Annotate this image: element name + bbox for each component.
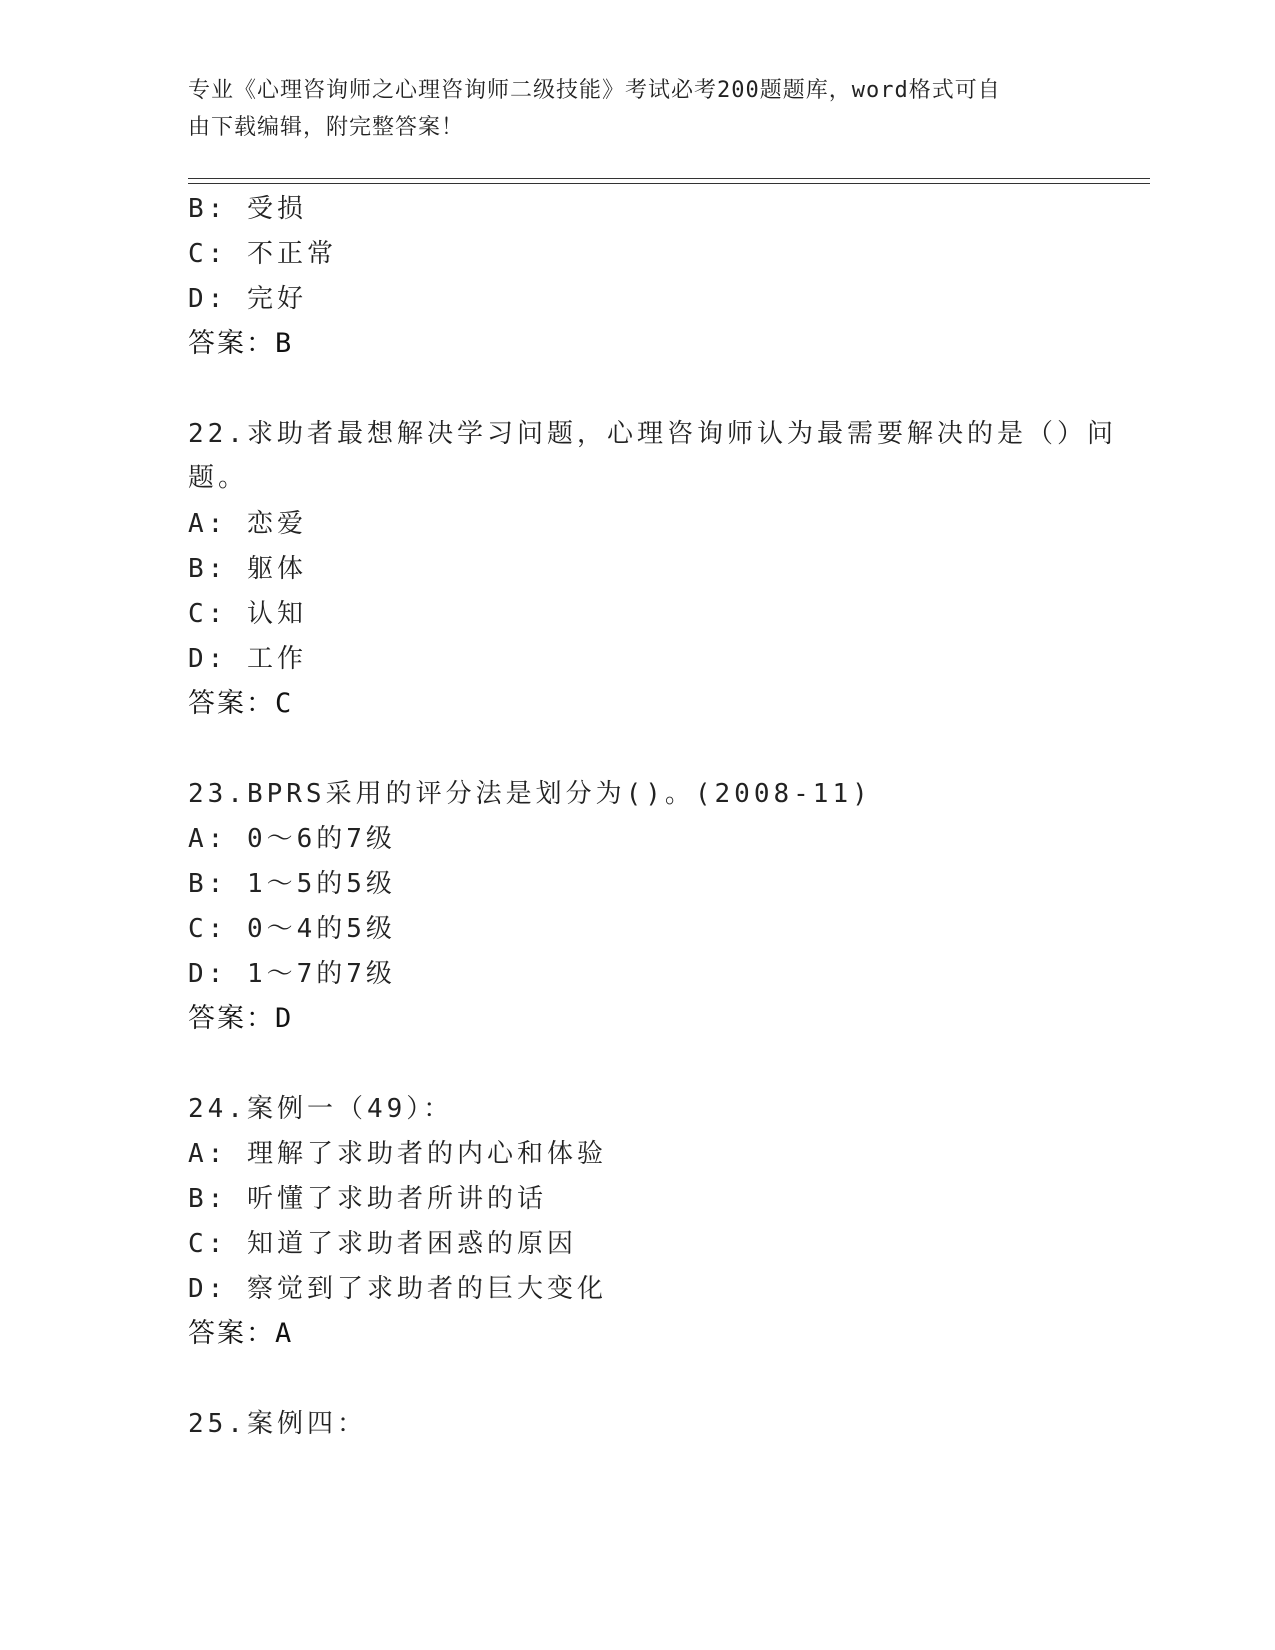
q22-option-b: B: 躯体: [188, 554, 307, 584]
answer-value: D: [275, 1003, 292, 1034]
q23-option-d: D: 1～7的7级: [188, 959, 396, 989]
q25-stem: 25.案例四：: [188, 1409, 367, 1439]
q21-option-c: C: 不正常: [188, 239, 337, 269]
header-divider-top: [188, 178, 1150, 179]
q22-stem-line-1: 22.求助者最想解决学习问题，心理咨询师认为最需要解决的是（）问: [188, 419, 1117, 449]
q24-stem: 24.案例一（49）：: [188, 1094, 454, 1124]
q22-stem-line-2: 题。: [188, 463, 249, 493]
q22-answer: [188, 688, 291, 720]
q23-option-a: A: 0～6的7级: [188, 824, 396, 854]
q23-option-c: C: 0～4的5级: [188, 914, 396, 944]
answer-value: A: [275, 1318, 292, 1349]
answer-label: 答案：: [188, 1003, 275, 1034]
answer-label: 答案：: [188, 328, 275, 359]
q24-option-b: B: 听懂了求助者所讲的话: [188, 1184, 547, 1214]
q23-option-b: B: 1～5的5级: [188, 869, 396, 899]
q21-option-d: D: 完好: [188, 284, 307, 314]
q22-option-c: C: 认知: [188, 599, 307, 629]
q22-option-d: D: 工作: [188, 644, 307, 674]
q21-answer: [188, 328, 291, 360]
answer-label: 答案：: [188, 1318, 275, 1349]
q21-option-b: B: 受损: [188, 194, 307, 224]
header-line-2: 由下载编辑，附完整答案！: [188, 115, 465, 140]
q24-answer: [188, 1318, 291, 1350]
q22-option-a: A: 恋爱: [188, 509, 307, 539]
document-header: [188, 72, 1068, 146]
header-line-1: 专业《心理咨询师之心理咨询师二级技能》考试必考200题题库，word格式可自: [188, 78, 1001, 103]
q23-stem: 23.BPRS采用的评分法是划分为()。(2008-11): [188, 779, 872, 809]
q24-option-a: A: 理解了求助者的内心和体验: [188, 1139, 607, 1169]
q23-answer: [188, 1003, 291, 1035]
answer-value: C: [275, 688, 292, 719]
answer-label: 答案：: [188, 688, 275, 719]
q24-option-c: C: 知道了求助者困惑的原因: [188, 1229, 577, 1259]
answer-value: B: [275, 328, 292, 359]
q24-option-d: D: 察觉到了求助者的巨大变化: [188, 1274, 607, 1304]
header-divider-bottom: [188, 183, 1150, 184]
